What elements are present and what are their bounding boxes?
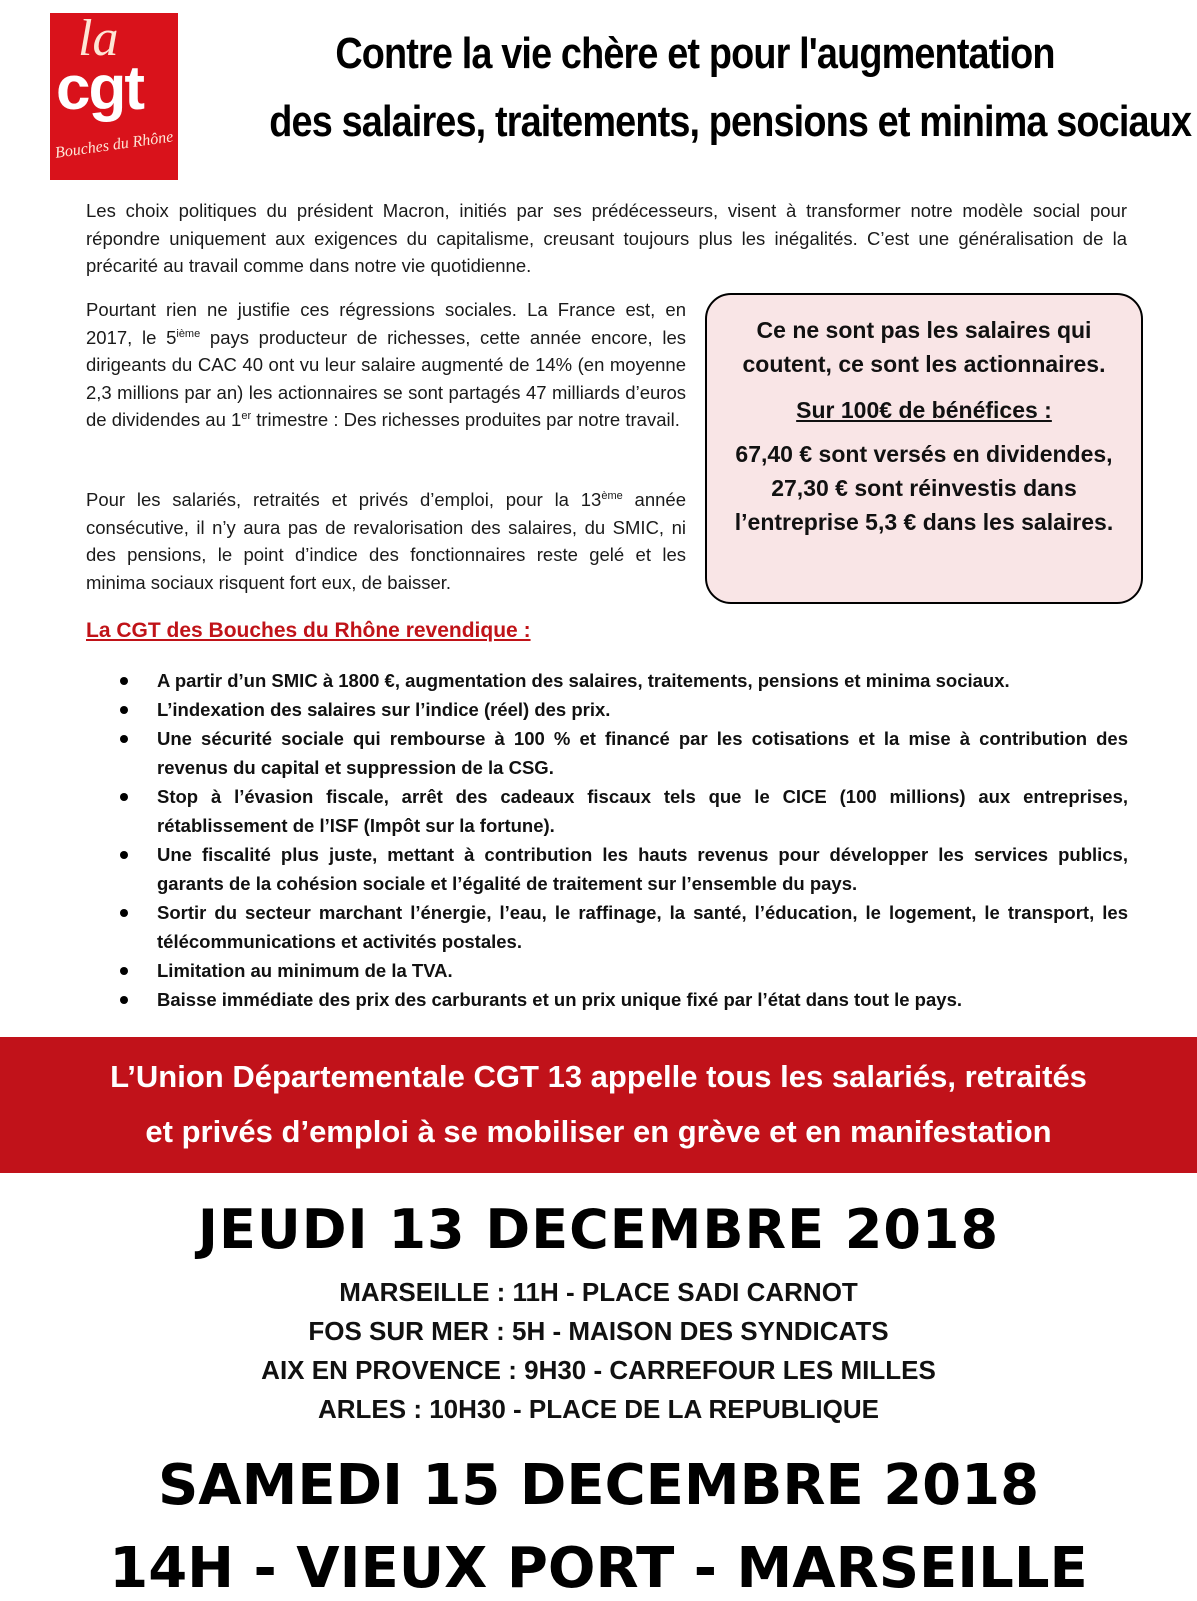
p2-part-c: trimestre : Des richesses produites par notre travail. [251,409,680,430]
callout-headline: Ce ne sont pas les salaires qui coutent, ce sont les actionnaires. [742,317,1106,377]
demand-text: Une fiscalité plus juste, mettant à contribution les hauts revenus pour développer les services publics, garants de la cohésion sociale et l’égalité de traitement sur l’ensemble du pays. [157,844,1128,894]
list-item [120,840,1128,898]
p2-superscript-1: ième [176,327,201,340]
list-item [120,695,1128,724]
callout-body: 67,40 € sont versés en dividendes, 27,30 € sont réinvestis dans l’entreprise 5,3 € dans les salaires. [734,441,1114,535]
page-title [200,20,1190,156]
demand-text: L’indexation des salaires sur l’indice (réel) des prix. [157,699,611,720]
callout-box [705,293,1143,604]
demand-text: Stop à l’évasion fiscale, arrêt des cadeaux fiscaux tels que le CICE (100 millions) aux entreprises, rétablissement de l’ISF (Impôt sur la fortune). [157,786,1128,836]
demand-text: Baisse immédiate des prix des carburants et un prix unique fixé par l’état dans tout le pays. [157,989,962,1010]
banner-line-1: L’Union Départementale CGT 13 appelle tous les salariés, retraités [110,1059,1087,1094]
location-item: FOS SUR MER : 5H - MAISON DES SYNDICATS [308,1316,889,1346]
intro-paragraph-3 [86,486,686,596]
bullet-icon [120,909,128,917]
list-item [120,666,1128,695]
bullet-icon [120,967,128,975]
intro-paragraph-2 [86,296,686,434]
bullet-icon [120,677,128,685]
list-item [120,985,1128,1014]
demands-list [120,666,1128,1014]
demand-text: Limitation au minimum de la TVA. [157,960,453,981]
p3-part-a: Pour les salariés, retraités et privés d’emploi, pour la 13 [86,489,602,510]
title-line-2: des salaires, traitements, pensions et minima sociaux [269,97,1192,146]
p2-superscript-2: er [241,409,252,422]
demand-text: Sortir du secteur marchant l’énergie, l’eau, le raffinage, la santé, l’éducation, le logement, le transport, les télécommunications et activités postales. [157,902,1128,952]
title-line-1: Contre la vie chère et pour l'augmentation [335,29,1055,78]
cgt-logo [50,13,178,180]
bullet-icon [120,851,128,859]
bullet-icon [120,793,128,801]
demand-text: Une sécurité sociale qui rembourse à 100 % et financé par les cotisations et la mise à contribution des revenus du capital et suppression de la CSG. [157,728,1128,778]
demand-text: A partir d’un SMIC à 1800 €, augmentation des salaires, traitements, pensions et minima sociaux. [157,670,1010,691]
logo-cgt-text: cgt [56,54,143,123]
bullet-icon [120,996,128,1004]
call-to-action-banner [0,1037,1197,1173]
p2-part-b: pays producteur de richesses, cette année encore, les dirigeants du CAC 40 ont vu leur salaire augmenté de 14% (en moyenne 2,3 millions par an) les actionnaires se sont partagés 47 milliards d’euros de dividendes au 1 [86,326,687,430]
list-item [120,956,1128,985]
logo-la-text: la [78,13,119,67]
location-item: ARLES : 10H30 - PLACE DE LA REPUBLIQUE [317,1394,879,1424]
event-date-1: JEUDI 13 DECEMBRE 2018 [197,1198,1000,1261]
bullet-icon [120,706,128,714]
location-item: AIX EN PROVENCE : 9H30 - CARREFOUR LES MILLES [261,1355,936,1385]
logo-region-text: Bouches du Rhône [54,128,175,162]
p3-part-b: année consécutive, il n’y aura pas de revalorisation des salaires, du SMIC, ni des pensions, le point d’indice des fonctionnaires reste gelé et les minima sociaux risquent fort eux, de baisser. [86,489,686,593]
demands-title: La CGT des Bouches du Rhône revendique : [86,619,531,642]
list-item [120,898,1128,956]
event-date-2-place: 14H - VIEUX PORT - MARSEILLE [109,1536,1088,1601]
callout-subhead: Sur 100€ de bénéfices : [796,397,1052,423]
list-item [120,782,1128,840]
p2-part-a: Pourtant rien ne justifie ces régressions sociales. La France est, en 2017, le 5 [86,299,686,348]
event-locations [0,1273,1197,1429]
location-item: MARSEILLE : 11H - PLACE SADI CARNOT [339,1277,858,1307]
p3-superscript: ème [601,489,623,502]
banner-line-2: et privés d’emploi à se mobiliser en grève et en manifestation [145,1114,1052,1149]
list-item [120,724,1128,782]
bullet-icon [120,735,128,743]
event-date-2: SAMEDI 15 DECEMBRE 2018 [157,1453,1040,1518]
intro-paragraph-1: Les choix politiques du président Macron, initiés par ses prédécesseurs, visent à transformer notre modèle social pour répondre uniquement aux exigences du capitalisme, creusant toujours plus les inégalités. C’est une généralisation de la précarité au travail comme dans notre vie quotidienne. [86,200,1127,276]
